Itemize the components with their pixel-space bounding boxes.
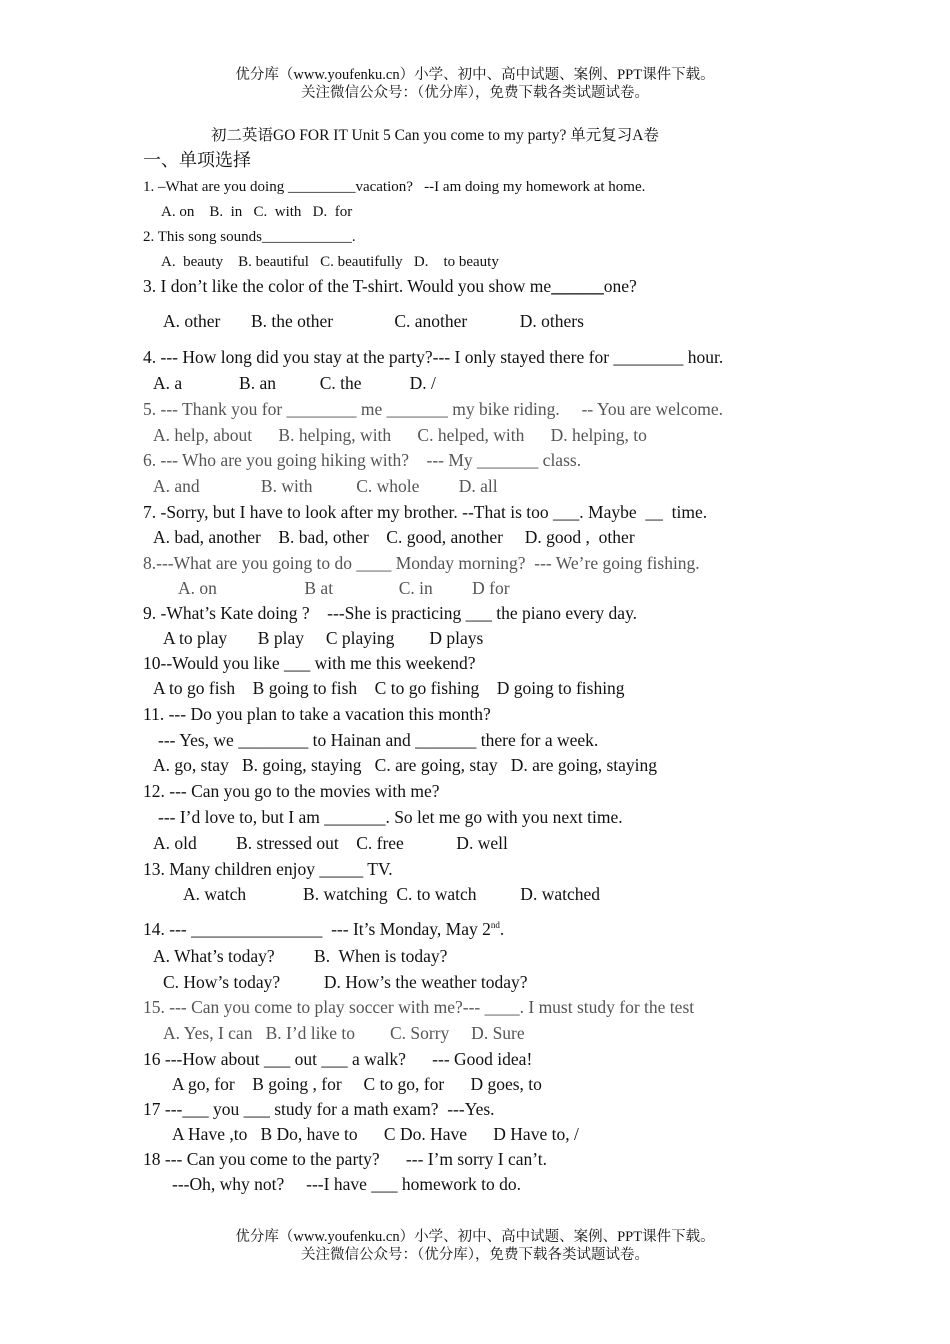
question-12-options: A. old B. stressed out C. free D. well — [153, 833, 508, 853]
question-4-options: A. a B. an C. the D. / — [153, 373, 436, 393]
question-15: 15. --- Can you come to play soccer with me?--- ____. I must study for the test — [143, 997, 695, 1017]
question-14-superscript: nd — [490, 920, 500, 931]
question-3-end: one? — [603, 276, 637, 296]
question-10-options: A to go fish B going to fish C to go fishing D going to fishing — [153, 678, 625, 698]
question-14-end: . — [499, 919, 505, 939]
question-14-options-cd: C. How’s today? D. How’s the weather today? — [163, 972, 528, 992]
question-16: 16 ---How about ___ out ___ a walk? --- Good idea! — [143, 1049, 533, 1069]
question-3-options: A. other B. the other C. another D. others — [163, 311, 584, 331]
question-17-options: A Have ,to B Do, have to C Do. Have D Have to, / — [172, 1124, 579, 1144]
question-10: 10--Would you like ___ with me this weekend? — [143, 653, 476, 673]
question-3 — [143, 276, 637, 296]
question-1: 1. –What are you doing _________vacation? --I am doing my homework at home. — [143, 179, 646, 195]
question-11: 11. --- Do you plan to take a vacation this month? — [143, 704, 491, 724]
question-7: 7. -Sorry, but I have to look after my brother. --That is too ___. Maybe __ time. — [143, 502, 708, 522]
question-14-options-ab: A. What’s today? B. When is today? — [153, 946, 448, 966]
document-title: 初二英语GO FOR IT Unit 5 Can you come to my party? 单元复习A卷 — [211, 127, 659, 144]
question-3-blank: ______ — [551, 276, 604, 296]
question-2-options: A. beauty B. beautiful C. beautifully D. to beauty — [161, 254, 499, 270]
footer-line-2: 关注微信公众号：（优分库），免费下载各类试题试卷。 — [301, 1247, 649, 1263]
question-2: 2. This song sounds____________. — [143, 229, 356, 245]
question-1-options: A. on B. in C. with D. for — [161, 204, 353, 220]
question-15-options: A. Yes, I can B. I’d like to C. Sorry D. Sure — [163, 1023, 525, 1043]
question-14 — [143, 919, 504, 939]
question-16-options: A go, for B going , for C to go, for D goes, to — [172, 1074, 542, 1094]
header-line-1: 优分库（www.youfenku.cn）小学、初中、高中试题、案例、PPT课件下载。 — [235, 67, 715, 83]
question-11-options: A. go, stay B. going, staying C. are going, stay D. are going, staying — [153, 755, 658, 775]
question-12-reply: --- I’d love to, but I am _______. So let me go with you next time. — [158, 807, 623, 827]
question-9-options: A to play B play C playing D plays — [163, 628, 484, 648]
question-14-text: 14. --- _______________ --- It’s Monday, May 2 — [143, 919, 491, 939]
question-11-reply: --- Yes, we ________ to Hainan and _______ there for a week. — [158, 730, 599, 750]
question-5: 5. --- Thank you for ________ me _______ my bike riding. -- You are welcome. — [143, 399, 723, 419]
question-6-options: A. and B. with C. whole D. all — [153, 476, 498, 496]
question-4: 4. --- How long did you stay at the party?--- I only stayed there for ________ hour. — [143, 347, 724, 367]
question-5-options: A. help, about B. helping, with C. helped, with D. helping, to — [153, 425, 647, 445]
question-13: 13. Many children enjoy _____ TV. — [143, 859, 393, 879]
page-footer — [0, 1228, 950, 1264]
question-8: 8.---What are you going to do ____ Monday morning? --- We’re going fishing. — [143, 553, 700, 573]
page-header — [0, 66, 950, 102]
question-17: 17 ---___ you ___ study for a math exam? ---Yes. — [143, 1099, 495, 1119]
section-heading: 一、单项选择 — [143, 150, 251, 170]
header-line-2: 关注微信公众号：（优分库），免费下载各类试题试卷。 — [301, 85, 649, 101]
question-8-options: A. on B at C. in D for — [178, 578, 510, 598]
question-3-text: 3. I don’t like the color of the T-shirt. Would you show me — [143, 276, 552, 296]
question-18: 18 --- Can you come to the party? --- I’m sorry I can’t. — [143, 1149, 547, 1169]
question-12: 12. --- Can you go to the movies with me? — [143, 781, 440, 801]
question-7-options: A. bad, another B. bad, other C. good, another D. good , other — [153, 527, 635, 547]
question-13-options: A. watch B. watching C. to watch D. watched — [183, 884, 601, 904]
question-9: 9. -What’s Kate doing ? ---She is practicing ___ the piano every day. — [143, 603, 638, 623]
question-18-reply: ---Oh, why not? ---I have ___ homework to do. — [172, 1174, 521, 1194]
footer-line-1: 优分库（www.youfenku.cn）小学、初中、高中试题、案例、PPT课件下载。 — [235, 1229, 715, 1245]
question-6: 6. --- Who are you going hiking with? --- My _______ class. — [143, 450, 582, 470]
